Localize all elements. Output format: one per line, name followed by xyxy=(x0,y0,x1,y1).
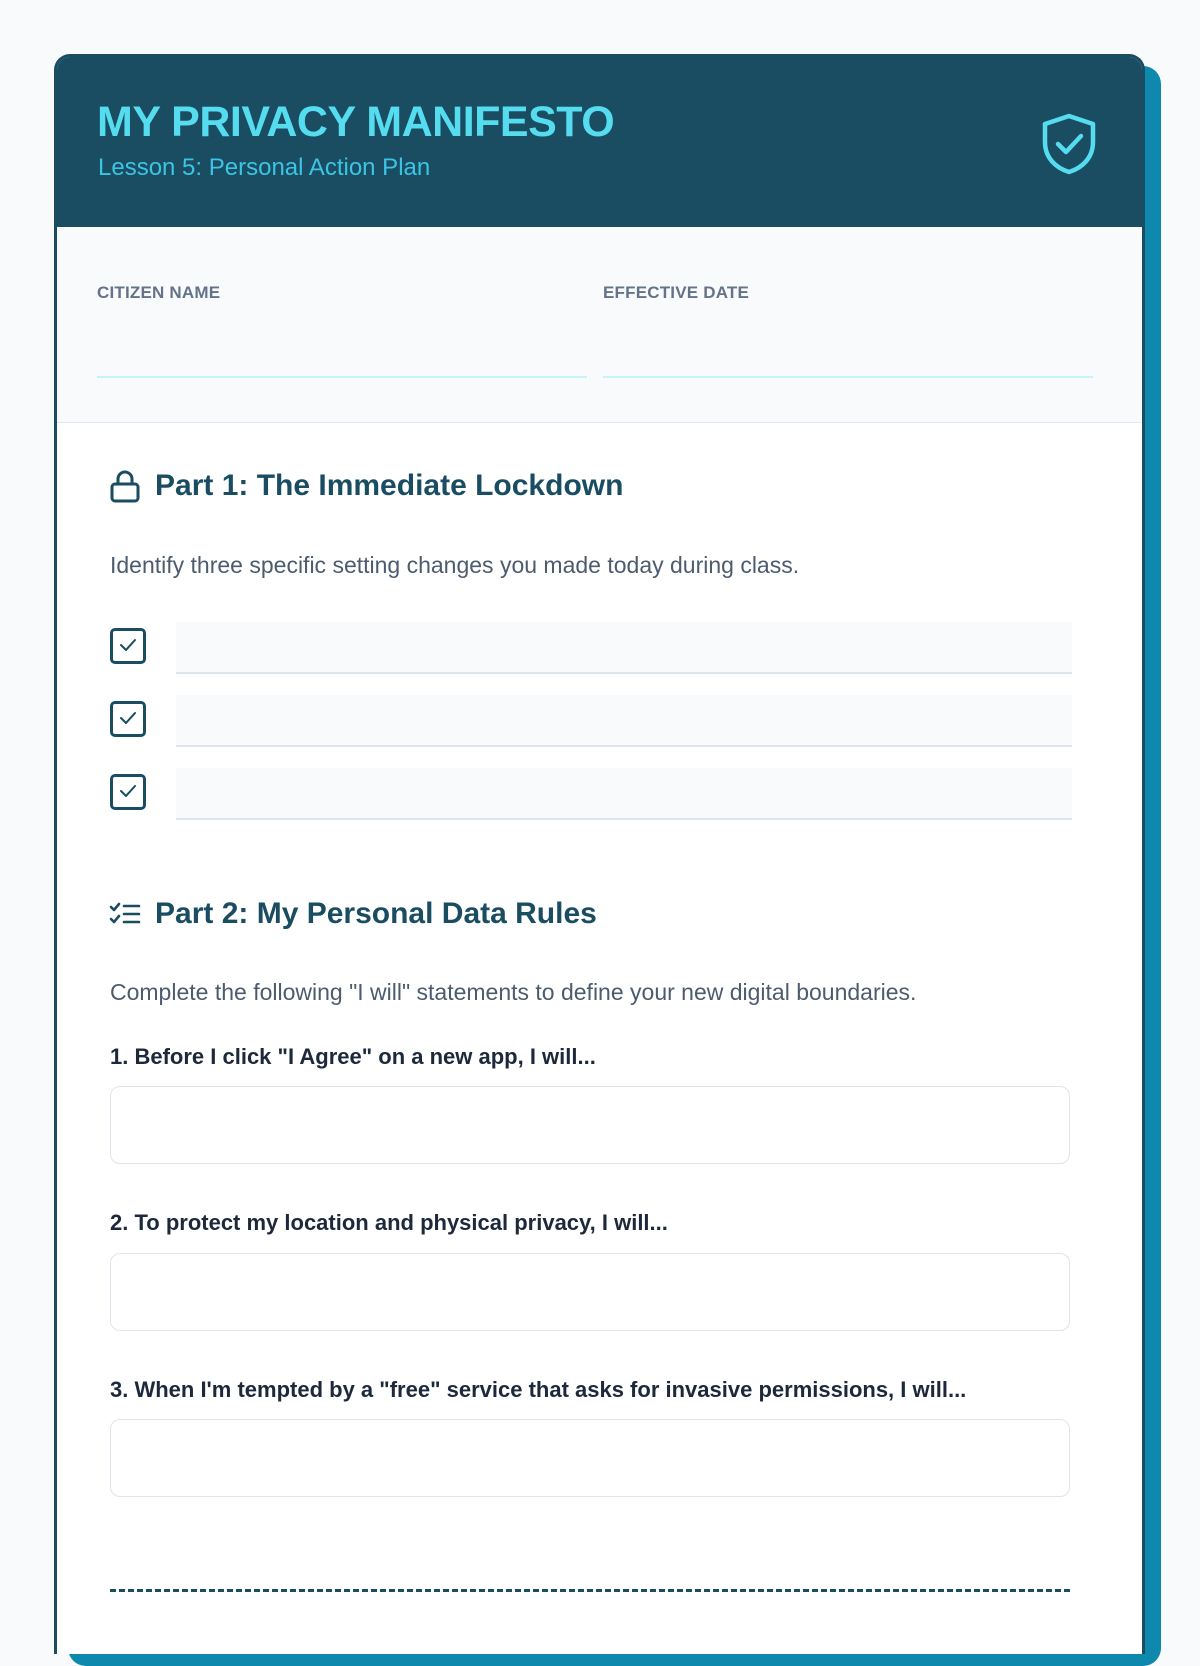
question-label: 2. To protect my location and physical privacy, I will... xyxy=(110,1210,668,1235)
lockdown-input[interactable] xyxy=(176,695,1072,747)
manifesto-card xyxy=(54,54,1145,1654)
page-subtitle: Lesson 5: Personal Action Plan xyxy=(98,154,431,181)
citizen-name-line[interactable] xyxy=(97,376,587,378)
lockdown-item xyxy=(110,622,1072,674)
checkbox-checked[interactable] xyxy=(110,628,146,664)
part2-heading xyxy=(109,897,597,931)
part2-title: Part 2: My Personal Data Rules xyxy=(155,897,597,930)
checklist-icon xyxy=(109,897,141,931)
citizen-name-label: CITIZEN NAME xyxy=(97,283,221,302)
citizen-name-field[interactable] xyxy=(97,283,587,303)
lock-icon xyxy=(109,469,141,503)
answer-input[interactable] xyxy=(110,1419,1070,1497)
answer-input[interactable] xyxy=(110,1086,1070,1164)
question-label: 3. When I'm tempted by a "free" service that asks for invasive permissions, I will... xyxy=(110,1377,967,1402)
effective-date-label: EFFECTIVE DATE xyxy=(603,283,750,302)
dashed-divider xyxy=(110,1589,1070,1592)
lockdown-item xyxy=(110,695,1072,747)
meta-section xyxy=(57,227,1142,423)
checkbox-checked[interactable] xyxy=(110,701,146,737)
page-title: MY PRIVACY MANIFESTO xyxy=(97,98,615,146)
lockdown-input[interactable] xyxy=(176,768,1072,820)
part2-description: Complete the following "I will" statements to define your new digital boundaries. xyxy=(110,979,917,1005)
lockdown-item xyxy=(110,768,1072,820)
part1-title: Part 1: The Immediate Lockdown xyxy=(155,469,624,502)
effective-date-line[interactable] xyxy=(603,376,1093,378)
part1-heading xyxy=(109,469,623,503)
checkbox-checked[interactable] xyxy=(110,774,146,810)
part1-description: Identify three specific setting changes you made today during class. xyxy=(110,552,800,578)
question-label: 1. Before I click "I Agree" on a new app, I will... xyxy=(110,1044,596,1069)
effective-date-field[interactable] xyxy=(603,283,1093,303)
shield-check-icon xyxy=(1040,112,1098,176)
lockdown-input[interactable] xyxy=(176,622,1072,674)
manifesto-header xyxy=(57,57,1142,227)
answer-input[interactable] xyxy=(110,1253,1070,1331)
